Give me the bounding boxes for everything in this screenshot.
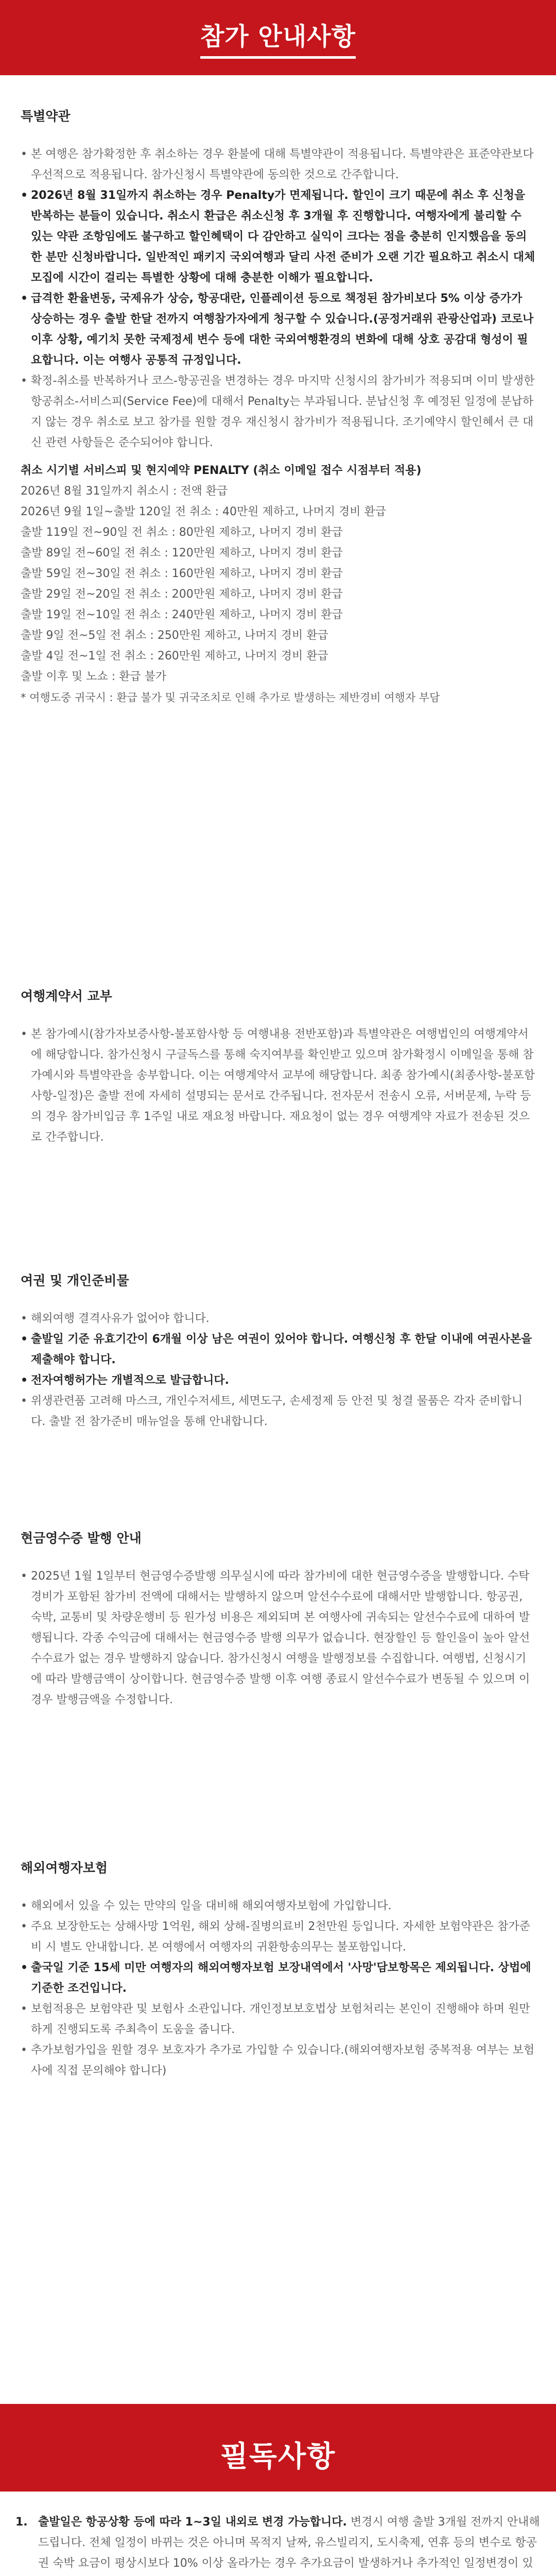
list-item: • 해외에서 있을 수 있는 만약의 일을 대비해 해외여행자보험에 가입합니다. bbox=[21, 1896, 535, 1917]
penalty-row: 출발 119일 전~90일 전 취소 : 80만원 제하고, 나머지 경비 환급 bbox=[21, 526, 343, 539]
penalty-row: 출발 59일 전~30일 전 취소 : 160만원 제하고, 나머지 경비 환급 bbox=[21, 567, 343, 580]
section-title: 해외여행자보험 bbox=[21, 1860, 108, 1875]
penalty-row: 출발 이후 및 노쇼 : 환급 불가 bbox=[21, 670, 167, 683]
must-read-item bbox=[15, 2512, 541, 2576]
penalty-title: 취소 시기별 서비스피 및 현지예약 PENALTY (취소 이메일 접수 시점부터 적용) bbox=[21, 464, 422, 477]
contract-section bbox=[21, 986, 535, 1148]
must-read-banner bbox=[0, 2404, 556, 2492]
section-title: 특별약관 bbox=[21, 109, 71, 124]
receipt-section bbox=[21, 1528, 535, 1710]
list-item: • 출발일 기준 유효기간이 6개월 이상 남은 여권이 있어야 합니다. 여행신청 후 한달 이내에 여권사본을 제출해야 합니다. bbox=[21, 1329, 535, 1370]
penalty-row: 출발 89일 전~60일 전 취소 : 120만원 제하고, 나머지 경비 환급 bbox=[21, 547, 343, 560]
list-item: • 주요 보장한도는 상해사망 1억원, 해외 상해-질병의료비 2천만원 등입니다. 자세한 보험약관은 참가준비 시 별도 안내합니다. 본 여행에서 여행자의 귀환항송의무는 불포함입니다. bbox=[21, 1917, 535, 1958]
list-item: • 위생관련품 고려해 마스크, 개인수저세트, 세면도구, 손세정제 등 안전 및 청결 물품은 각자 준비합니다. 출발 전 참가준비 매뉴얼을 통해 안내합니다. bbox=[21, 1391, 535, 1432]
item-text: 변경시 여행 출발 3개월 전까지 안내해 드립니다. 전체 일정이 바뀌는 것은 아니며 목적지 날짜, 유스빌리지, 도시축제, 연휴 등의 변수로 항공권 숙박 요금이 평상시보다 10% 이상 올라가는 경우 추가요금이 발생하거나 추가적인 일정변경이 있 bbox=[38, 2516, 540, 2570]
passport-section bbox=[21, 1270, 535, 1432]
insurance-section bbox=[21, 1858, 535, 2081]
list-item: • 보험적용은 보험약관 및 보험사 소관입니다. 개인정보보호법상 보험처리는 본인이 진행해야 하며 원만하게 진행되도록 주최측이 도움을 줍니다. bbox=[21, 1999, 535, 2040]
item-emphasis: 출발일은 항공상황 등에 따라 1~3일 내외로 변경 가능합니다. bbox=[38, 2516, 347, 2529]
list-item: • 추가보험가입을 원할 경우 보호자가 추가로 가입할 수 있습니다.(해외여행자보험 중복적용 여부는 보험사에 직접 문의해야 합니다) bbox=[21, 2040, 535, 2081]
section-title: 현금영수증 발행 안내 bbox=[21, 1531, 142, 1546]
penalty-row: 2026년 8월 31일까지 취소시 : 전액 환급 bbox=[21, 485, 228, 498]
list-item: • 전자여행허가는 개별적으로 발급합니다. bbox=[21, 1370, 535, 1391]
receipt-text: • 2025년 1월 1일부터 현금영수증발행 의무실시에 따라 참가비에 대한 현금영수증을 발행합니다. 수탁경비가 포함된 참가비 전액에 대해서는 발행하지 않으며 알선수수료에 대해서만 발행합니다. 항공권, 숙박, 교통비 및 차량운행비 등 원가성 비용은 제외되며 본 여행사에 귀속되는 알선수수료에 대하여 발행됩니다. 각종 수익금에 대해서는 현금영수증 발행 의무가 없습니다. 현장할인 등 할인을이 높아 알선수수료가 없는 경우 발행하지 않습니다. 참가신청시 여행을 발행정보를 수집합니다. 여행법, 신청시기에 따라 발행금액이 상이합니다. 현금영수증 발행 이후 여행 종료시 알선수수료가 변동될 수 있으며 이 경우 발행금액을 수정합니다. bbox=[21, 1566, 535, 1710]
list-item: • 해외여행 결격사유가 없어야 합니다. bbox=[21, 1309, 535, 1329]
section-title: 여행계약서 교부 bbox=[21, 989, 112, 1004]
penalty-row: 2026년 9월 1일~출발 120일 전 취소 : 40만원 제하고, 나머지 경비 환급 bbox=[21, 505, 387, 518]
section-title: 여권 및 개인준비물 bbox=[21, 1273, 129, 1288]
guide-notes bbox=[0, 75, 556, 2404]
refund-section bbox=[21, 106, 535, 708]
must-read-title: 필독사항 bbox=[220, 2440, 336, 2473]
contract-text: • 본 참가예시(참가자보증사항-불포함사항 등 여행내용 전반포함)과 특별약관은 여행법인의 여행계약서에 해당합니다. 참가신청시 구글독스를 통해 숙지여부를 확인받고 있으며 참가확정시 이메일을 통해 참가예시와 특별약관을 송부합니다. 이는 여행계약서 교부에 해당합니다. 최종 참가예시(최종사항-불포함사항-일정)은 출발 전에 자세히 설명되는 문서로 간주됩니다. 전자문서 전송시 오류, 서버문제, 누락 등의 경우 참가비입금 후 1주일 내로 재요청 바랍니다. 재요청이 없는 경우 여행계약 자료가 전송된 것으로 간주합니다. bbox=[21, 1024, 535, 1148]
item-number: 1. bbox=[15, 2516, 28, 2529]
penalty-row: 출발 4일 전~1일 전 취소 : 260만원 제하고, 나머지 경비 환급 bbox=[21, 650, 328, 663]
list-item: • 2026년 8월 31일까지 취소하는 경우 Penalty가 면제됩니다. 할인이 크기 때문에 취소 후 신청을 반복하는 분들이 있습니다. 취소시 환급은 취소신청 후 3개월 후 진행합니다. 여행자에게 불리할 수 있는 약관 조항임에도 불구하고 할인혜택이 다 감안하고 실익이 크다는 점을 충분히 인지했음을 동의한 분만 신청바랍니다. 일반적인 패키지 국외여행과 달리 사전 준비가 오랜 기간 필요하고 취소시 대체모집에 시간이 걸리는 특별한 상황에 대해 충분한 이해가 필요합니다. bbox=[21, 185, 535, 289]
must-read-section bbox=[0, 2404, 556, 2576]
penalty-row: 출발 9일 전~5일 전 취소 : 250만원 제하고, 나머지 경비 환급 bbox=[21, 629, 328, 642]
page-title: 참가 안내사항 bbox=[200, 16, 356, 59]
penalty-row: 출발 29일 전~20일 전 취소 : 200만원 제하고, 나머지 경비 환급 bbox=[21, 588, 343, 601]
list-item: • 확정-취소를 반복하거나 코스-항공권을 변경하는 경우 마지막 신청시의 참가비가 적용되며 이미 발생한 항공취소-서비스피(Service Fee)에 대해서 Penalty는 부과됩니다. 분납신청 후 예정된 일정에 분납하지 않는 경우 취소로 보고 참가를 원할 경우 재신청시 참가비가 적용됩니다. 조기예약시 할인혜서 큰 대신 관련 사항들은 준수되어야 합니다. bbox=[21, 371, 535, 453]
penalty-note: * 여행도중 귀국시 : 환급 불가 및 귀국조치로 인해 추가로 발생하는 제반경비 여행자 부담 bbox=[21, 691, 440, 704]
list-item: • 본 여행은 참가확정한 후 취소하는 경우 환불에 대해 특별약관이 적용됩니다. 특별약관은 표준약관보다 우선적으로 적용됩니다. 참가신청시 특별약관에 동의한 것으로 간주합니다. bbox=[21, 144, 535, 185]
must-read-list bbox=[15, 2512, 541, 2576]
list-item: • 급격한 환율변동, 국제유가 상승, 항공대란, 인플레이션 등으로 책정된 참가비보다 5% 이상 증가가 상승하는 경우 출발 한달 전까지 여행참가자에게 청구할 수 있습니다.(공정거래위 관광산업과) 코로나 이후 상황, 예기치 못한 국제정세 변수 등에 대한 국외여행환경의 변화에 대해 상호 공감대 형성이 필요합니다. 이는 여행사 공통적 규정입니다. bbox=[21, 289, 535, 371]
list-item: • 출국일 기준 15세 미만 여행자의 해외여행자보험 보장내역에서 '사망'담보항목은 제외됩니다. 상법에 기준한 조건입니다. bbox=[21, 1958, 535, 1999]
penalty-row: 출발 19일 전~10일 전 취소 : 240만원 제하고, 나머지 경비 환급 bbox=[21, 608, 343, 621]
guide-banner bbox=[0, 0, 556, 75]
